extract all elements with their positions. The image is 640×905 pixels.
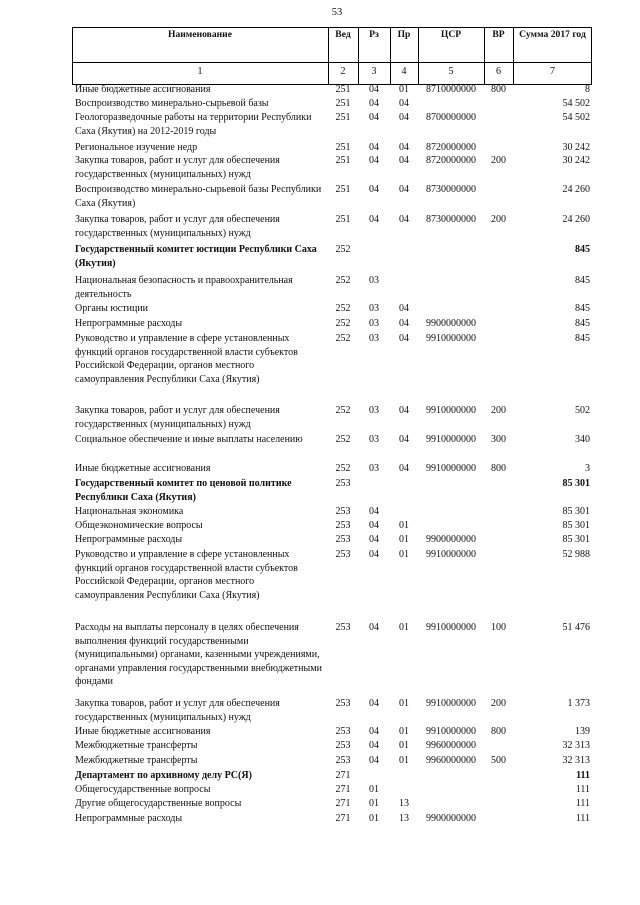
row-sum: 8: [585, 84, 590, 95]
row-ved: 252: [335, 333, 351, 344]
row-csr: 9900000000: [426, 534, 476, 545]
row-rz: 03: [369, 405, 379, 416]
row-csr: 9900000000: [426, 813, 476, 824]
header-divider: [72, 62, 592, 63]
row-ved: 253: [335, 506, 351, 517]
row-name: Общегосударственные вопросы: [75, 784, 211, 795]
row-rz: 04: [369, 98, 379, 109]
row-rz: 03: [369, 303, 379, 314]
row-name: Государственный комитет юстиции Республики Саха (Якутия): [75, 244, 317, 269]
header-csr: ЦСР: [440, 29, 462, 40]
row-name: Воспроизводство минерально-сырьевой базы Республики Саха (Якутия): [75, 184, 322, 209]
row-vr: 800: [491, 463, 506, 474]
row-ved: 253: [335, 755, 351, 766]
row-rz: 04: [369, 520, 379, 531]
row-ved: 253: [335, 740, 351, 751]
column-number: 1: [197, 66, 203, 77]
row-pr: 04: [399, 405, 409, 416]
column-number: 3: [371, 66, 377, 77]
row-name: Иные бюджетные ассигнования: [75, 84, 211, 95]
row-ved: 251: [335, 98, 351, 109]
row-ved: 253: [335, 622, 351, 633]
row-pr: 04: [399, 214, 409, 225]
row-sum: 1 373: [567, 698, 590, 709]
row-sum: 30 242: [562, 155, 590, 166]
row-pr: 13: [399, 798, 409, 809]
header-pr: Пр: [397, 29, 411, 40]
row-rz: 03: [369, 275, 379, 286]
row-name: Межбюджетные трансферты: [75, 740, 198, 751]
row-ved: 253: [335, 478, 351, 489]
row-csr: 9910000000: [426, 405, 476, 416]
row-sum: 111: [575, 798, 590, 809]
row-vr: 800: [491, 726, 506, 737]
row-ved: 252: [335, 463, 351, 474]
row-sum: 32 313: [562, 755, 590, 766]
row-sum: 502: [575, 405, 590, 416]
row-ved: 251: [335, 112, 351, 123]
row-ved: 251: [335, 184, 351, 195]
row-ved: 253: [335, 549, 351, 560]
row-ved: 251: [335, 155, 351, 166]
row-sum: 111: [575, 784, 590, 795]
row-rz: 04: [369, 506, 379, 517]
row-rz: 04: [369, 84, 379, 95]
row-rz: 01: [369, 813, 379, 824]
row-csr: 8700000000: [426, 112, 476, 123]
header-name: Наименование: [168, 29, 232, 40]
row-pr: 01: [399, 726, 409, 737]
row-pr: 13: [399, 813, 409, 824]
row-name: Национальная безопасность и правоохранительная деятельность: [75, 275, 293, 300]
page-number: 53: [331, 7, 343, 18]
row-rz: 03: [369, 333, 379, 344]
row-csr: 8710000000: [426, 84, 476, 95]
row-name: Закупка товаров, работ и услуг для обеспечения государственных (муниципальных) нужд: [75, 698, 280, 723]
row-vr: 500: [491, 755, 506, 766]
row-name: Непрограммные расходы: [75, 318, 183, 329]
row-sum: 54 502: [562, 98, 590, 109]
row-sum: 24 260: [562, 214, 590, 225]
row-pr: 04: [399, 463, 409, 474]
row-sum: 111: [576, 770, 590, 781]
row-ved: 253: [335, 520, 351, 531]
row-pr: 01: [399, 84, 409, 95]
row-ved: 271: [335, 813, 351, 824]
row-csr: 9910000000: [426, 434, 476, 445]
header-rz: Рз: [369, 29, 379, 40]
row-csr: 9900000000: [426, 318, 476, 329]
row-ved: 271: [335, 770, 351, 781]
row-sum: 111: [575, 813, 590, 824]
row-sum: 51 476: [562, 622, 590, 633]
row-ved: 253: [335, 534, 351, 545]
row-vr: 800: [491, 84, 506, 95]
row-ved: 251: [335, 84, 351, 95]
row-name: Геологоразведочные работы на территории Республики Саха (Якутия) на 2012-2019 годы: [75, 112, 312, 137]
row-csr: 9910000000: [426, 549, 476, 560]
row-name: Другие общегосударственные вопросы: [75, 798, 242, 809]
row-ved: 252: [335, 303, 351, 314]
row-name: Департамент по архивному делу РС(Я): [75, 770, 252, 781]
row-rz: 04: [369, 155, 379, 166]
column-number: 2: [340, 66, 346, 77]
row-sum: 3: [585, 463, 590, 474]
header-vr: ВР: [492, 29, 505, 40]
row-name: Межбюджетные трансферты: [75, 755, 198, 766]
row-pr: 01: [399, 740, 409, 751]
row-pr: 01: [399, 549, 409, 560]
row-ved: 271: [335, 784, 351, 795]
row-sum: 845: [575, 333, 590, 344]
row-vr: 200: [491, 214, 506, 225]
row-vr: 300: [491, 434, 506, 445]
row-ved: 252: [335, 434, 351, 445]
row-sum: 32 313: [562, 740, 590, 751]
row-name: Закупка товаров, работ и услуг для обеспечения государственных (муниципальных) нужд: [75, 155, 280, 180]
row-pr: 01: [399, 622, 409, 633]
row-ved: 251: [335, 214, 351, 225]
row-sum: 845: [575, 244, 590, 255]
row-rz: 04: [369, 755, 379, 766]
row-rz: 04: [369, 184, 379, 195]
row-name: Руководство и управление в сфере установленных функций органов государственной власти субъектов Российской Федерации, органов местного самоуправления Республики Саха (Якутия): [75, 549, 298, 601]
row-name: Социальное обеспечение и иные выплаты населению: [75, 434, 303, 445]
row-name: Органы юстиции: [75, 303, 149, 314]
row-name: Общеэкономические вопросы: [75, 520, 203, 531]
row-sum: 30 242: [562, 142, 590, 153]
row-pr: 01: [399, 755, 409, 766]
row-rz: 04: [369, 622, 379, 633]
row-ved: 252: [335, 275, 351, 286]
row-sum: 85 301: [562, 478, 590, 489]
row-csr: 9910000000: [426, 622, 476, 633]
row-csr: 9910000000: [426, 726, 476, 737]
row-sum: 85 301: [562, 506, 590, 517]
column-number: 7: [550, 66, 555, 77]
header-sum: Сумма 2017 год: [519, 29, 586, 40]
row-name: Государственный комитет по ценовой политике Республики Саха (Якутия): [75, 478, 292, 503]
row-name: Иные бюджетные ассигнования: [75, 726, 211, 737]
row-sum: 845: [575, 275, 590, 286]
row-rz: 03: [369, 463, 379, 474]
row-pr: 04: [399, 318, 409, 329]
row-name: Непрограммные расходы: [75, 534, 183, 545]
row-rz: 01: [369, 798, 379, 809]
row-sum: 54 502: [562, 112, 590, 123]
row-rz: 04: [369, 740, 379, 751]
column-number: 4: [401, 66, 407, 77]
row-csr: 9910000000: [426, 333, 476, 344]
row-pr: 04: [399, 98, 409, 109]
row-pr: 04: [399, 434, 409, 445]
row-sum: 845: [575, 303, 590, 314]
row-vr: 200: [491, 405, 506, 416]
row-rz: 04: [369, 112, 379, 123]
row-name: Национальная экономика: [75, 506, 184, 517]
row-pr: 04: [399, 112, 409, 123]
row-rz: 04: [369, 549, 379, 560]
row-pr: 04: [399, 303, 409, 314]
row-pr: 01: [399, 698, 409, 709]
row-pr: 01: [399, 534, 409, 545]
row-ved: 253: [335, 726, 351, 737]
row-pr: 04: [399, 184, 409, 195]
row-name: Руководство и управление в сфере установленных функций органов государственной власти субъектов Российской Федерации, органов местного самоуправления Республики Саха (Якутия): [75, 333, 298, 385]
row-name: Региональное изучение недр: [75, 142, 198, 153]
row-name: Закупка товаров, работ и услуг для обеспечения государственных (муниципальных) нужд: [75, 405, 280, 430]
row-sum: 24 260: [562, 184, 590, 195]
row-name: Закупка товаров, работ и услуг для обеспечения государственных (муниципальных) нужд: [75, 214, 280, 239]
row-csr: 8730000000: [426, 184, 476, 195]
row-name: Непрограммные расходы: [75, 813, 183, 824]
row-vr: 200: [491, 155, 506, 166]
row-pr: 04: [399, 142, 409, 153]
row-csr: 8720000000: [426, 142, 476, 153]
row-csr: 9960000000: [426, 740, 476, 751]
row-csr: 8720000000: [426, 155, 476, 166]
row-csr: 8730000000: [426, 214, 476, 225]
row-csr: 9910000000: [426, 698, 476, 709]
row-sum: 85 301: [562, 520, 590, 531]
row-ved: 252: [335, 244, 351, 255]
row-rz: 01: [369, 784, 379, 795]
row-ved: 271: [335, 798, 351, 809]
column-number: 6: [496, 66, 501, 77]
row-name: Воспроизводство минерально-сырьевой базы: [75, 98, 269, 109]
row-ved: 252: [335, 318, 351, 329]
row-sum: 845: [575, 318, 590, 329]
row-rz: 04: [369, 142, 379, 153]
row-vr: 200: [491, 698, 506, 709]
header-ved: Вед: [335, 29, 351, 40]
column-number: 5: [448, 66, 454, 77]
row-rz: 03: [369, 318, 379, 329]
row-name: Расходы на выплаты персоналу в целях обеспечения выполнения функций государственными (муниципальными) органами, казенными учреждениями, органами управления государственными внебюджетными фондами: [75, 622, 322, 687]
row-csr: 9910000000: [426, 463, 476, 474]
row-rz: 04: [369, 534, 379, 545]
row-pr: 04: [399, 155, 409, 166]
row-sum: 85 301: [562, 534, 590, 545]
row-pr: 04: [399, 333, 409, 344]
row-rz: 04: [369, 726, 379, 737]
row-sum: 139: [575, 726, 590, 737]
row-sum: 52 988: [562, 549, 590, 560]
row-pr: 01: [399, 520, 409, 531]
row-rz: 04: [369, 698, 379, 709]
row-rz: 04: [369, 214, 379, 225]
row-ved: 252: [335, 405, 351, 416]
row-ved: 251: [335, 142, 351, 153]
row-ved: 253: [335, 698, 351, 709]
row-csr: 9960000000: [426, 755, 476, 766]
row-name: Иные бюджетные ассигнования: [75, 463, 211, 474]
row-rz: 03: [369, 434, 379, 445]
row-sum: 340: [575, 434, 590, 445]
row-vr: 100: [491, 622, 506, 633]
